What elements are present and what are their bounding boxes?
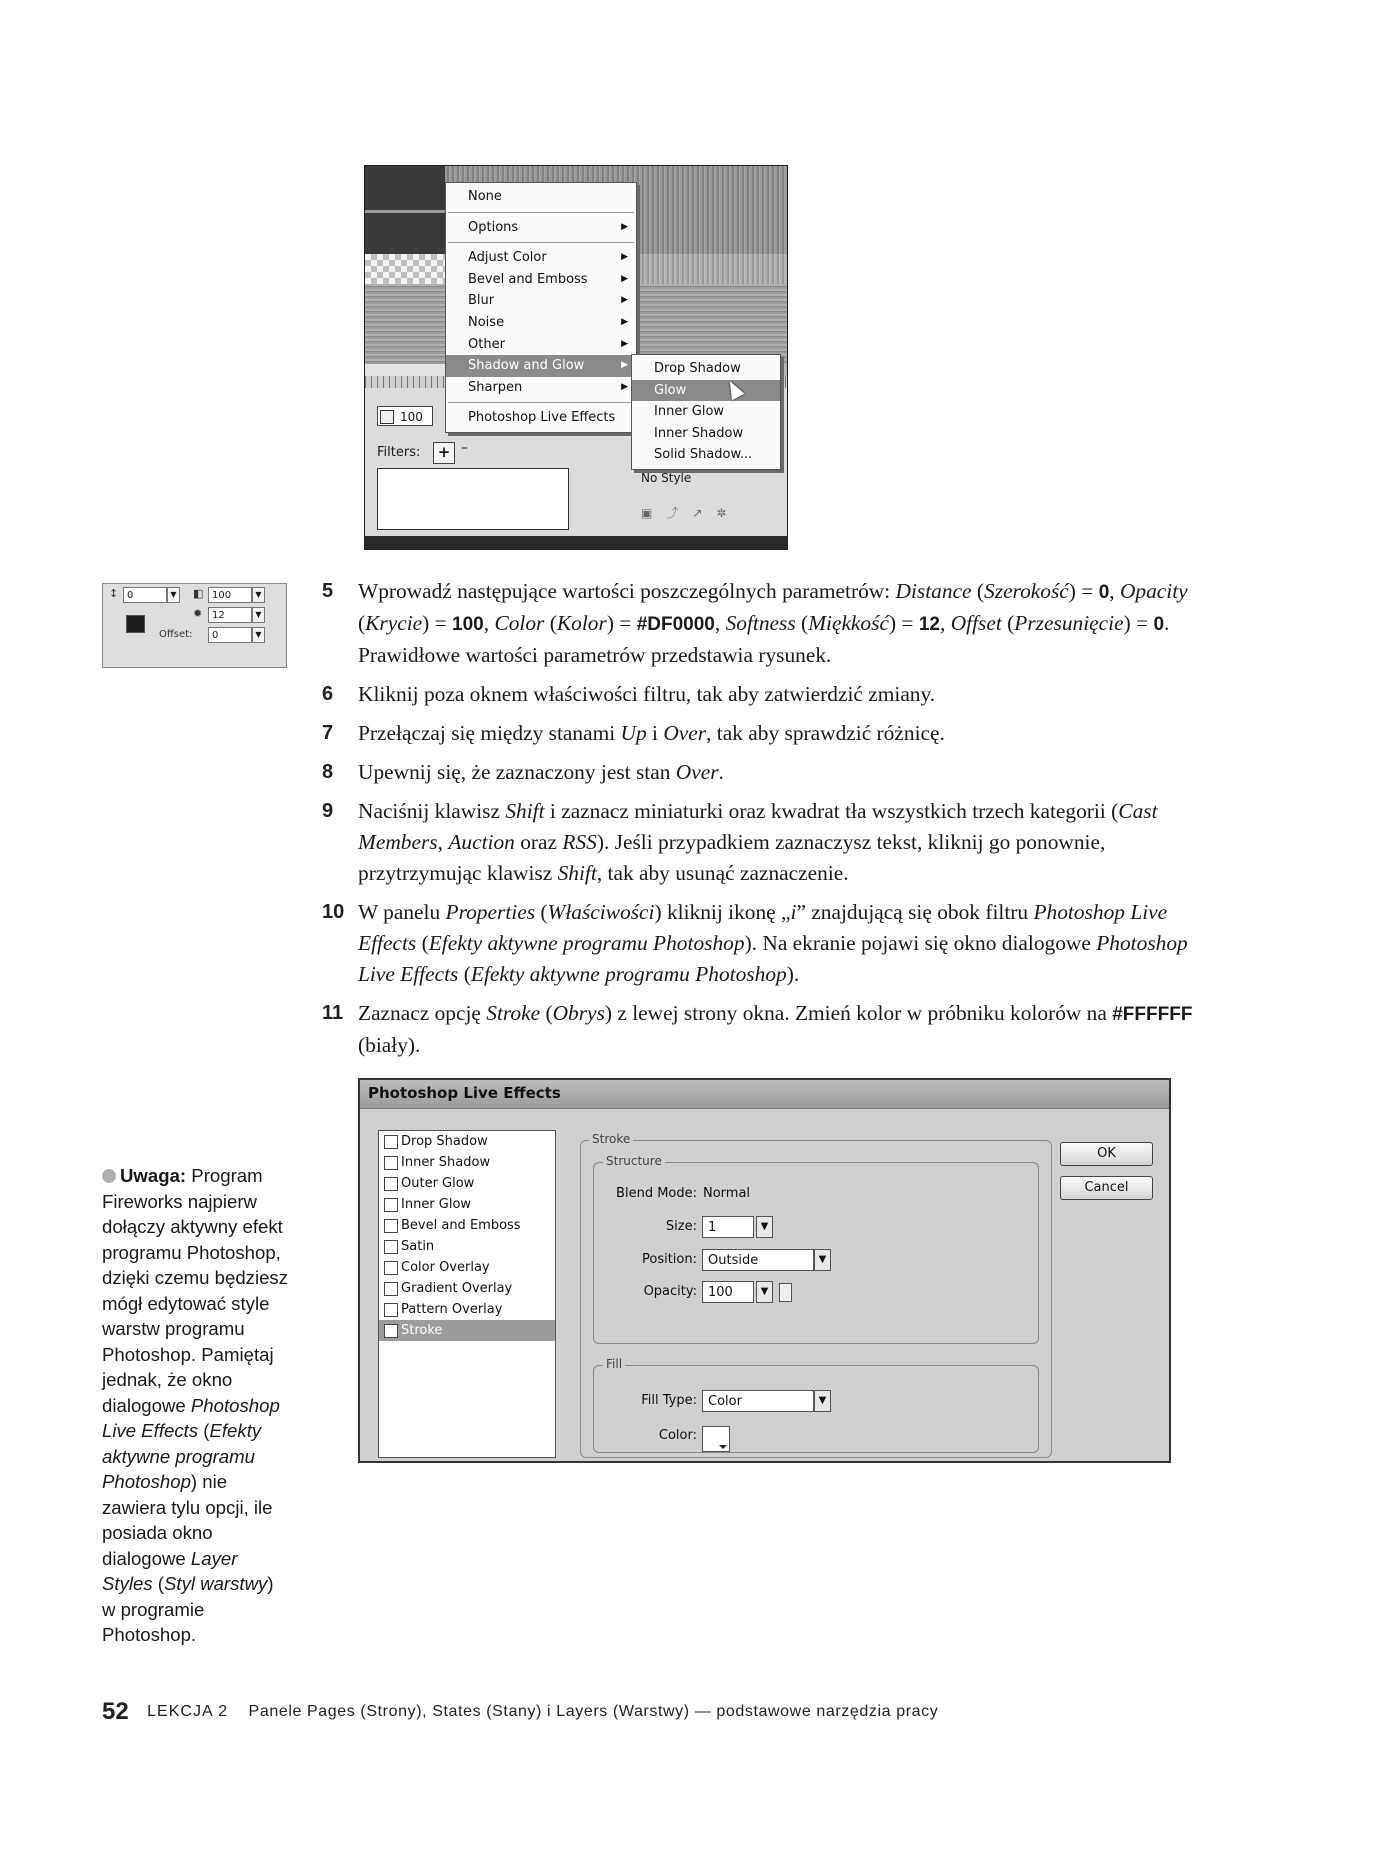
size-field[interactable]: 1: [702, 1216, 754, 1238]
submenu-item[interactable]: Solid Shadow...: [654, 447, 753, 463]
effect-label: Inner Glow: [401, 1197, 472, 1212]
link-icon[interactable]: ⤴: [666, 506, 693, 520]
effect-checkbox[interactable]: [384, 1282, 398, 1296]
photoshop-live-effects-dialog: [358, 1078, 1171, 1463]
gear-icon[interactable]: ✲: [716, 506, 741, 520]
menu-separator: [448, 212, 634, 213]
softness-dropdown[interactable]: ▼: [252, 607, 265, 623]
step-number: 10: [322, 901, 345, 923]
submenu-arrow-icon: ▶: [621, 381, 628, 392]
position-dropdown[interactable]: ▼: [814, 1249, 831, 1271]
submenu-arrow-icon: ▶: [621, 360, 628, 371]
note-heading: Uwaga:: [120, 1165, 187, 1186]
effect-item[interactable]: [379, 1131, 555, 1152]
no-style-label: No Style: [641, 471, 692, 485]
step-text: Wprowadź następujące wartości poszczególnych parametrów: Distance (Szerokość) = 0, Opacity (Krycie) = 100, Color (Kolor) = #DF0000, Softness (Miękkość) = 12, Offset (Przesunięcie) = 0. Prawidłowe wartości parametrów przedstawia rysunek.: [358, 579, 1188, 667]
effect-checkbox[interactable]: [384, 1219, 398, 1233]
add-filter-button[interactable]: +: [433, 442, 455, 464]
fill-type-label: Fill Type:: [641, 1393, 697, 1408]
effect-checkbox[interactable]: [384, 1303, 398, 1317]
effect-checkbox[interactable]: [384, 1156, 398, 1170]
opacity-dropdown[interactable]: ▼: [252, 587, 265, 603]
effect-item[interactable]: [379, 1194, 555, 1215]
menu-item[interactable]: Other ▶: [446, 334, 636, 356]
step-6: [322, 679, 1202, 710]
effect-label: Outer Glow: [401, 1176, 475, 1191]
save-icon[interactable]: ▣: [641, 506, 667, 520]
effect-label: Inner Shadow: [401, 1155, 491, 1170]
effect-item[interactable]: [379, 1278, 555, 1299]
page-number: 52: [102, 1698, 129, 1725]
effect-label: Gradient Overlay: [401, 1281, 513, 1296]
menu-separator: [448, 242, 634, 243]
size-label: Size:: [665, 1219, 697, 1234]
effect-label: Color Overlay: [401, 1260, 490, 1275]
effect-checkbox[interactable]: [384, 1177, 398, 1191]
menu-item[interactable]: Noise ▶: [446, 312, 636, 334]
opacity-field[interactable]: 100: [208, 587, 252, 603]
fill-group-label: Fill: [603, 1357, 625, 1371]
blend-mode-value: Normal: [703, 1186, 751, 1201]
effect-item[interactable]: [379, 1320, 555, 1341]
effect-item[interactable]: [379, 1257, 555, 1278]
filter-list[interactable]: [377, 468, 569, 530]
softness-icon: ✹: [193, 607, 203, 620]
fill-type-dropdown[interactable]: ▼: [814, 1390, 831, 1412]
submenu-arrow-icon: ▶: [621, 273, 628, 284]
submenu-arrow-icon: ▶: [621, 252, 628, 263]
submenu-arrow-icon: ▶: [621, 338, 628, 349]
ok-button[interactable]: OK: [1060, 1142, 1153, 1166]
menu-item[interactable]: Options ▶: [446, 217, 636, 239]
shadow-color-swatch[interactable]: [126, 615, 145, 633]
menu-item[interactable]: None: [468, 189, 502, 204]
offset-field[interactable]: 0: [208, 627, 252, 643]
menu-item[interactable]: Sharpen ▶: [446, 377, 636, 399]
submenu-item[interactable]: Drop Shadow: [654, 361, 741, 376]
step-text: Przełączaj się między stanami Up i Over, tak aby sprawdzić różnicę.: [358, 721, 945, 745]
step-7: [322, 718, 1202, 749]
shadow-properties-screenshot: [102, 583, 287, 668]
step-text: W panelu Properties (Właściwości) kliknij ikonę „i” znajdującą się obok filtru Photoshop Live Effects (Efekty aktywne programu Photoshop). Na ekranie pojawi się okno dialogowe Photoshop Live Effects (Efekty aktywne programu Photoshop).: [358, 900, 1188, 986]
style-icons-row: [641, 504, 740, 521]
submenu-item[interactable]: Glow: [632, 380, 780, 402]
opacity-icon: [380, 410, 394, 424]
step-10: [322, 897, 1202, 990]
menu-item[interactable]: Photoshop Live Effects: [468, 410, 616, 426]
position-label: Position:: [642, 1252, 697, 1267]
offset-dropdown[interactable]: ▼: [252, 627, 265, 643]
effect-item[interactable]: [379, 1173, 555, 1194]
menu-separator: [448, 402, 634, 403]
softness-field[interactable]: 12: [208, 607, 252, 623]
effect-label: Stroke: [401, 1323, 443, 1338]
dialog-titlebar: [360, 1080, 1169, 1109]
opacity-label: Opacity:: [643, 1284, 697, 1299]
menu-item[interactable]: Bevel and Emboss ▶: [446, 269, 636, 291]
instruction-steps: [322, 576, 1202, 1069]
step-text: Naciśnij klawisz Shift i zaznacz miniaturki oraz kwadrat tła wszystkich trzech kategorii (Cast Members, Auction oraz RSS). Jeśli przypadkiem zaznaczysz tekst, kliknij go ponownie, przytrzymując klawisz Shift, tak aby usunąć zaznaczenie.: [358, 799, 1158, 885]
distance-dropdown[interactable]: ▼: [167, 587, 180, 603]
submenu-item[interactable]: Inner Shadow: [654, 425, 744, 441]
opacity-value: 100: [400, 410, 423, 424]
position-select[interactable]: Outside: [702, 1249, 814, 1271]
step-number: 6: [322, 683, 334, 705]
structure-group-label: Structure: [603, 1154, 665, 1168]
distance-icon: ↕: [109, 587, 119, 600]
arrow-icon[interactable]: ↗: [692, 506, 717, 520]
step-number: 5: [322, 580, 334, 602]
note-bullet-icon: [102, 1169, 116, 1183]
step-text: Upewnij się, że zaznaczony jest stan Over.: [358, 760, 724, 784]
side-note: [102, 1163, 292, 1648]
color-label: Color:: [658, 1428, 697, 1443]
filter-menu-screenshot: [364, 165, 788, 550]
blend-mode-label: Blend Mode:: [616, 1186, 697, 1201]
step-number: 11: [322, 1002, 344, 1024]
shadow-glow-submenu: [631, 354, 781, 470]
step-11: [322, 998, 1202, 1061]
menu-item[interactable]: Blur ▶: [446, 290, 636, 312]
opacity-slider-icon[interactable]: [779, 1283, 792, 1302]
canvas-line: [365, 210, 445, 213]
step-9: [322, 796, 1202, 889]
stroke-group-label: Stroke: [589, 1132, 633, 1146]
filter-menu: [445, 182, 637, 433]
opacity-dropdown[interactable]: ▼: [756, 1281, 773, 1303]
submenu-item[interactable]: Inner Glow: [654, 404, 725, 420]
remove-filter-button[interactable]: –: [461, 440, 468, 456]
step-number: 7: [322, 722, 334, 744]
effect-item[interactable]: [379, 1215, 555, 1236]
step-8: [322, 757, 1202, 788]
effect-checkbox[interactable]: [384, 1135, 398, 1149]
opacity-icon: ◧: [193, 587, 204, 600]
step-text: Zaznacz opcję Stroke (Obrys) z lewej strony okna. Zmień kolor w próbniku kolorów na #FFFFFF (biały).: [358, 1001, 1193, 1057]
cancel-button[interactable]: Cancel: [1060, 1176, 1153, 1200]
transparency-checkerboard: [365, 254, 445, 284]
menu-item[interactable]: Shadow and Glow ▶: [446, 355, 636, 377]
effect-checkbox[interactable]: [384, 1261, 398, 1275]
effect-label: Drop Shadow: [401, 1134, 488, 1149]
submenu-arrow-icon: ▶: [621, 221, 628, 232]
step-number: 8: [322, 761, 334, 783]
note-body: Program Fireworks najpierw dołączy aktywny efekt programu Photoshop, dzięki czemu będziesz mógł edytować style warstw programu Photoshop. Pamiętaj jednak, że okno dialogowe Photoshop Live Effects (Efekty aktywne programu Photoshop) nie zawiera tylu opcji, ile posiada okno dialogowe Layer Styles (Styl warstwy) w programie Photoshop.: [102, 1165, 289, 1645]
effect-label: Pattern Overlay: [401, 1302, 503, 1317]
effects-list: [378, 1130, 556, 1458]
dialog-title: Photoshop Live Effects: [368, 1084, 561, 1102]
menu-item[interactable]: Adjust Color ▶: [446, 247, 636, 269]
opacity-field[interactable]: 100: [702, 1281, 754, 1303]
footer-lesson: LEKCJA 2: [147, 1703, 229, 1720]
distance-field[interactable]: 0: [123, 587, 167, 603]
effect-checkbox[interactable]: ✓: [384, 1324, 398, 1338]
size-dropdown[interactable]: ▼: [756, 1216, 773, 1238]
page-footer: [102, 1698, 1202, 1726]
offset-label: Offset:: [159, 629, 193, 640]
opacity-field[interactable]: [377, 406, 433, 426]
step-text: Kliknij poza oknem właściwości filtru, tak aby zatwierdzić zmiany.: [358, 682, 936, 706]
stroke-color-picker[interactable]: [702, 1426, 730, 1452]
effect-checkbox[interactable]: [384, 1198, 398, 1212]
effect-item[interactable]: [379, 1152, 555, 1173]
effect-item[interactable]: [379, 1299, 555, 1320]
footer-title: Panele Pages (Strony), States (Stany) i Layers (Warstwy) — podstawowe narzędzia pracy: [248, 1703, 939, 1720]
effect-label: Satin: [401, 1239, 435, 1254]
fill-type-select[interactable]: Color: [702, 1390, 814, 1412]
submenu-arrow-icon: ▶: [621, 295, 628, 306]
step-5: [322, 576, 1202, 671]
step-number: 9: [322, 800, 334, 822]
filters-label: Filters:: [377, 445, 421, 460]
effect-item[interactable]: [379, 1236, 555, 1257]
effect-label: Bevel and Emboss: [401, 1218, 521, 1233]
submenu-arrow-icon: ▶: [621, 316, 628, 327]
effect-checkbox[interactable]: [384, 1240, 398, 1254]
bottom-bar: [365, 536, 787, 549]
